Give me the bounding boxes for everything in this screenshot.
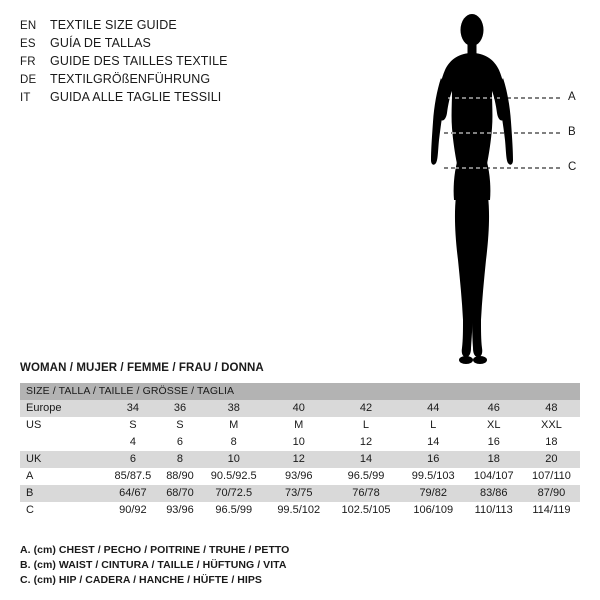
table-cell: 12 [267, 451, 330, 468]
table-cell: 4 [106, 434, 160, 451]
footnote-c: C. (cm) HIP / CADERA / HANCHE / HÜFTE / HIPS [20, 574, 262, 586]
table-cell: 110/113 [465, 502, 523, 519]
table-cell: L [402, 417, 465, 434]
table-cell: 114/119 [523, 502, 580, 519]
figure-area [400, 8, 590, 368]
row-label: A [20, 468, 106, 485]
table-row [20, 502, 580, 519]
table-cell: 12 [330, 434, 402, 451]
table-cell: S [106, 417, 160, 434]
title-text: TEXTILE SIZE GUIDE [50, 18, 177, 32]
table-cell: 16 [402, 451, 465, 468]
table-row [20, 468, 580, 485]
title-text: TEXTILGRÖßENFÜHRUNG [50, 72, 211, 86]
table-cell: 8 [200, 434, 267, 451]
title-row [20, 34, 350, 52]
title-text: GUIDE DES TAILLES TEXTILE [50, 54, 228, 68]
table-cell: 16 [465, 434, 523, 451]
table-cell: 85/87.5 [106, 468, 160, 485]
table-cell: 93/96 [267, 468, 330, 485]
title-row [20, 52, 350, 70]
table-cell: 73/75 [267, 485, 330, 502]
table-cell: 76/78 [330, 485, 402, 502]
table-cell: 83/86 [465, 485, 523, 502]
measure-label-c: C [568, 161, 577, 173]
table-cell: 107/110 [523, 468, 580, 485]
table-cell: 40 [267, 400, 330, 417]
table-header-label: SIZE / TALLA / TAILLE / GRÖSSE / TAGLIA [20, 383, 580, 400]
table-cell: 18 [465, 451, 523, 468]
title-language-code: FR [20, 56, 36, 68]
table-cell: 8 [160, 451, 200, 468]
table-row [20, 400, 580, 417]
table-cell: 18 [523, 434, 580, 451]
table-cell: 46 [465, 400, 523, 417]
table-cell: 48 [523, 400, 580, 417]
table-cell: 68/70 [160, 485, 200, 502]
footnote-b: B. (cm) WAIST / CINTURA / TAILLE / HÜFTUNG / VITA [20, 559, 287, 571]
table-cell: 88/90 [160, 468, 200, 485]
row-label [20, 434, 106, 451]
title-row [20, 88, 350, 106]
table-row [20, 434, 580, 451]
table-cell: 36 [160, 400, 200, 417]
table-cell: 38 [200, 400, 267, 417]
row-label: C [20, 502, 106, 519]
table-row [20, 485, 580, 502]
table-cell: 90.5/92.5 [200, 468, 267, 485]
title-row [20, 16, 350, 34]
table-cell: L [330, 417, 402, 434]
table-cell: 44 [402, 400, 465, 417]
table-row [20, 451, 580, 468]
title-language-code: ES [20, 38, 36, 50]
table-cell: 106/109 [402, 502, 465, 519]
title-language-code: DE [20, 74, 37, 86]
measure-label-a: A [568, 91, 576, 103]
title-text: GUIDA ALLE TAGLIE TESSILI [50, 90, 222, 104]
table-cell: 87/90 [523, 485, 580, 502]
footnotes [20, 543, 580, 588]
table-cell: 70/72.5 [200, 485, 267, 502]
table-cell: M [267, 417, 330, 434]
row-label: UK [20, 451, 106, 468]
language-titles [20, 16, 350, 106]
table-cell: 6 [160, 434, 200, 451]
table-cell: 10 [200, 451, 267, 468]
table-cell: 14 [402, 434, 465, 451]
title-row [20, 70, 350, 88]
table-cell: 42 [330, 400, 402, 417]
table-cell: 102.5/105 [330, 502, 402, 519]
table-cell: 10 [267, 434, 330, 451]
table-cell: 34 [106, 400, 160, 417]
table-cell: 96.5/99 [200, 502, 267, 519]
table-cell: S [160, 417, 200, 434]
table-header-row [20, 383, 580, 400]
table-cell: 6 [106, 451, 160, 468]
table-cell: 104/107 [465, 468, 523, 485]
table-cell: 99.5/102 [267, 502, 330, 519]
table-cell: XXL [523, 417, 580, 434]
title-language-code: IT [20, 92, 31, 104]
title-text: GUÍA DE TALLAS [50, 36, 151, 50]
table-cell: 14 [330, 451, 402, 468]
row-label: Europe [20, 400, 106, 417]
table-cell: 64/67 [106, 485, 160, 502]
table-row [20, 417, 580, 434]
measure-label-b: B [568, 126, 576, 138]
size-table [20, 383, 580, 519]
table-cell: 93/96 [160, 502, 200, 519]
table-cell: XL [465, 417, 523, 434]
table-cell: 79/82 [402, 485, 465, 502]
female-silhouette-icon [400, 8, 590, 368]
row-label: B [20, 485, 106, 502]
table-cell: 90/92 [106, 502, 160, 519]
footnote-a: A. (cm) CHEST / PECHO / POITRINE / TRUHE / PETTO [20, 544, 290, 556]
table-cell: 96.5/99 [330, 468, 402, 485]
section-heading: WOMAN / MUJER / FEMME / FRAU / DONNA [20, 362, 264, 374]
title-language-code: EN [20, 20, 37, 32]
table-cell: 20 [523, 451, 580, 468]
row-label: US [20, 417, 106, 434]
table-cell: 99.5/103 [402, 468, 465, 485]
table-cell: M [200, 417, 267, 434]
